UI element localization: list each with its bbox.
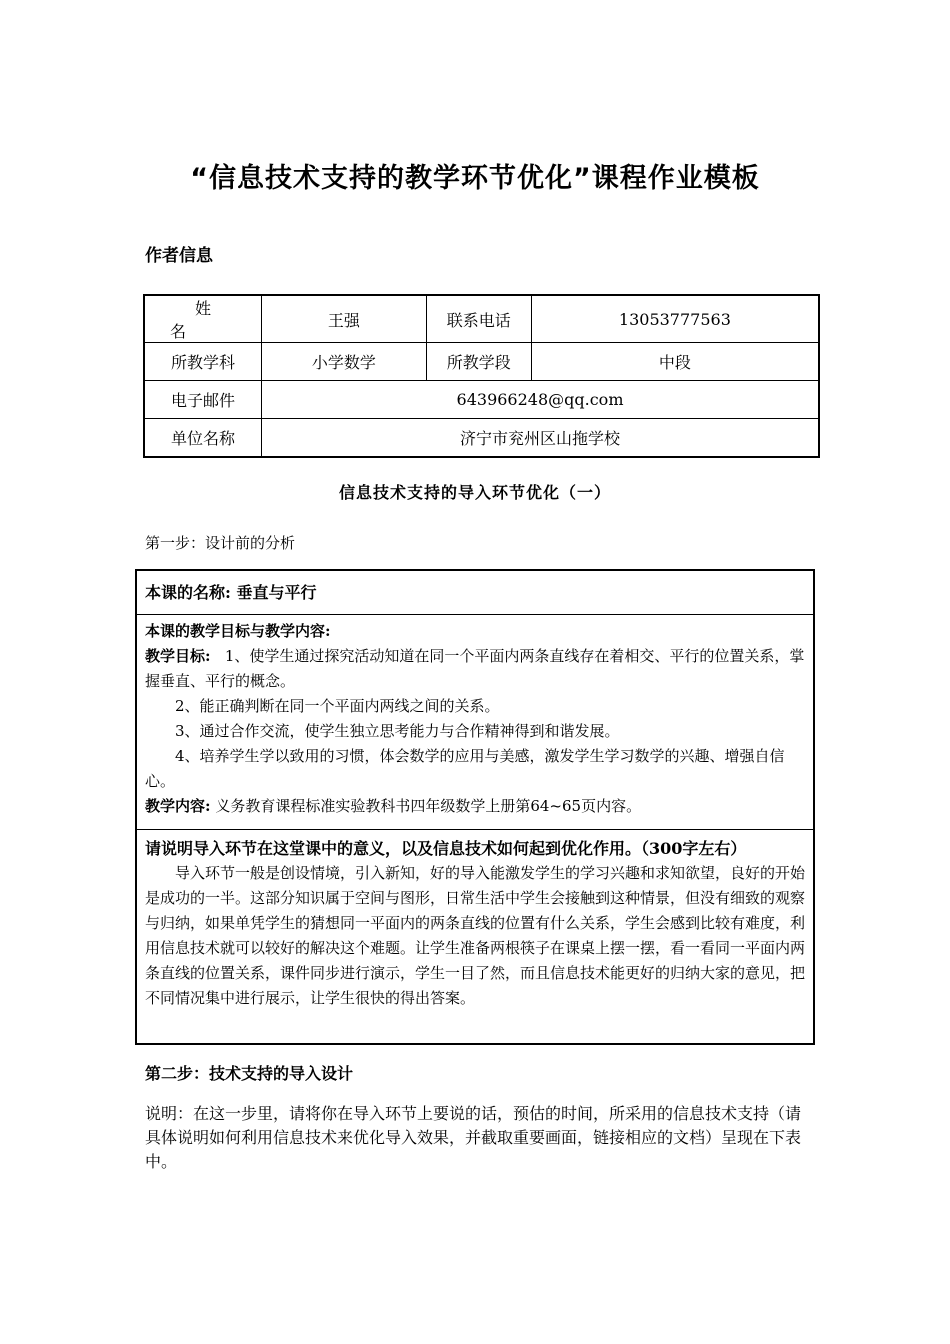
name-label: 姓名 <box>144 295 262 343</box>
step-two-heading: 第二步：技术支持的导入设计 <box>145 1064 354 1083</box>
email-value: 643966248@qq.com <box>262 381 819 419</box>
content-label: 教学内容: <box>145 797 211 815</box>
table-row <box>144 343 819 381</box>
goal-4: 4、培养学生学以致用的习惯，体会数学的应用与美感，激发学生学习数学的兴趣、增强自信心。 <box>145 747 785 790</box>
subject-label: 所教学科 <box>144 343 262 381</box>
content-paragraph <box>145 794 805 819</box>
stage-value: 中段 <box>531 343 819 381</box>
question-answer-cell <box>137 830 813 1043</box>
phone-label: 联系电话 <box>426 295 531 343</box>
table-row <box>144 295 819 343</box>
question-text: 请说明导入环节在这堂课中的意义，以及信息技术如何起到优化作用。（300字左右） <box>145 839 747 858</box>
subject-value: 小学数学 <box>262 343 427 381</box>
analysis-table <box>135 569 815 1045</box>
email-label: 电子邮件 <box>144 381 262 419</box>
goal-paragraph-1 <box>145 644 805 694</box>
goal-3: 3、通过合作交流，使学生独立思考能力与合作精神得到和谐发展。 <box>175 722 620 740</box>
lesson-name-label: 本课的名称: <box>145 583 231 602</box>
goal-1: 1、使学生通过探究活动知道在同一个平面内两条直线存在着相交、平行的位置关系，掌握垂直、平行的概念。 <box>145 647 805 690</box>
unit-value: 济宁市兖州区山拖学校 <box>262 419 819 458</box>
table-row <box>144 381 819 419</box>
answer-text: 导入环节一般是创设情境，引入新知，好的导入能激发学生的学习兴趣和求知欲望，良好的开始是成功的一半。这部分知识属于空间与图形，日常生活中学生会接触到这种情景，但没有细致的观察与归纳，如果单凭学生的猜想同一平面内的两条直线的位置有什么关系，学生会感到比较有难度，利用信息技术就可以较好的解决这个难题。让学生准备两根筷子在课桌上摆一摆，看一看同一平面内两条直线的位置关系，课件同步进行演示，学生一目了然，而且信息技术能更好的归纳大家的意见，把不同情况集中进行展示，让学生很快的得出答案。 <box>145 864 806 1007</box>
table-row <box>144 419 819 458</box>
stage-label: 所教学段 <box>426 343 531 381</box>
lesson-name-value: 垂直与平行 <box>236 583 317 602</box>
goals-heading: 本课的教学目标与教学内容: <box>145 622 331 640</box>
goals-content-cell <box>137 615 813 830</box>
section-title: 信息技术支持的导入环节优化（一） <box>338 483 611 502</box>
name-value: 王强 <box>262 295 427 343</box>
document-title: “信息技术支持的教学环节优化”课程作业模板 <box>190 163 760 194</box>
goal-label: 教学目标: <box>145 647 211 665</box>
lesson-name-cell <box>137 571 813 615</box>
author-info-heading: 作者信息 <box>145 246 213 266</box>
phone-value: 13053777563 <box>531 295 819 343</box>
unit-label: 单位名称 <box>144 419 262 458</box>
explanation-text: 说明：在这一步里，请将你在导入环节上要说的话，预估的时间，所采用的信息技术支持（请具体说明如何利用信息技术来优化导入效果，并截取重要画面，链接相应的文档）呈现在下表中。 <box>145 1104 802 1171</box>
goal-2: 2、能正确判断在同一个平面内两线之间的关系。 <box>175 697 500 715</box>
content-value: 义务教育课程标准实验教科书四年级数学上册第64~65页内容。 <box>215 797 642 815</box>
author-info-table <box>143 294 820 458</box>
step-one-heading: 第一步：设计前的分析 <box>145 534 296 552</box>
